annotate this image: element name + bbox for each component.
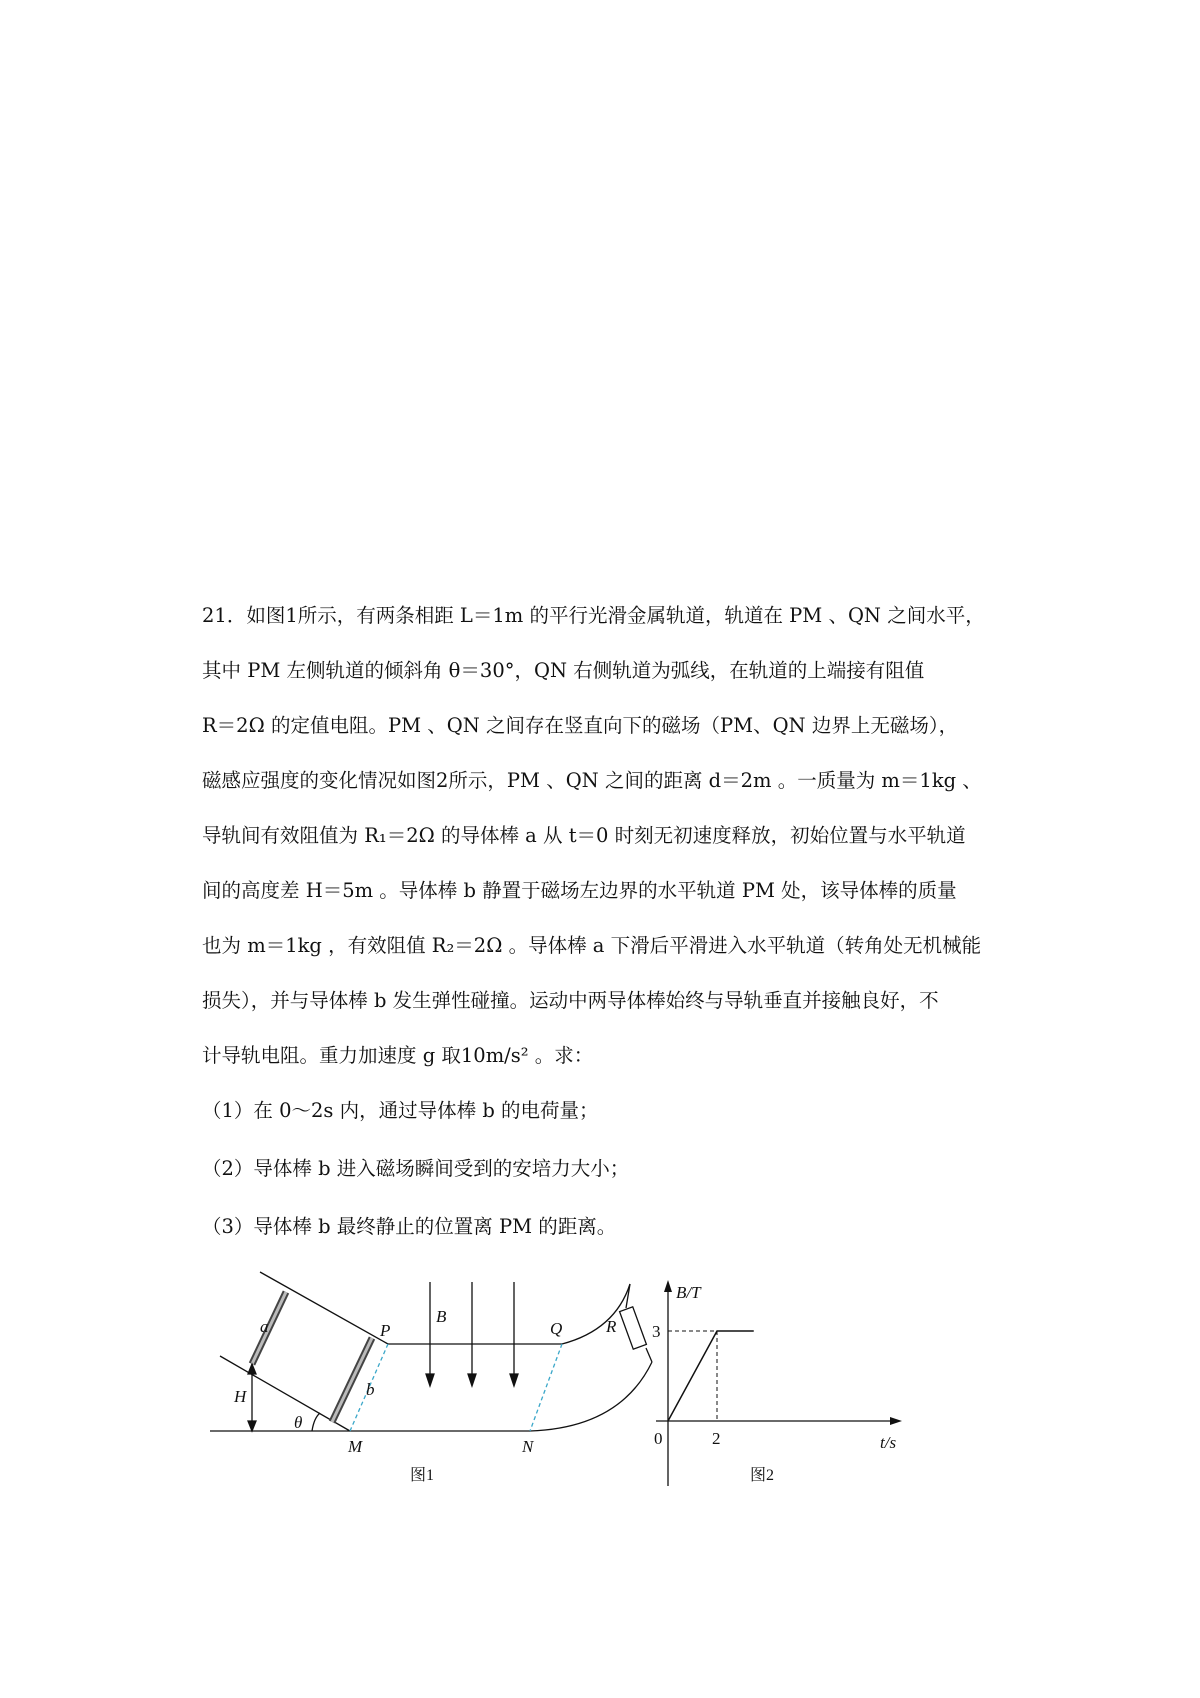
- origin-label: 0: [654, 1429, 663, 1448]
- resistor-r: [620, 1307, 647, 1349]
- x-tick-label: 2: [712, 1429, 721, 1448]
- field-arrow-head: [510, 1374, 518, 1386]
- problem-line: 其中 PM 左侧轨道的倾斜角 θ＝30°，QN 右侧轨道为弧线，在轨道的上端接有阻值: [202, 659, 925, 682]
- question-2: （2）导体棒 b 进入磁场瞬间受到的安培力大小；: [202, 1157, 630, 1180]
- field-arrow-head: [426, 1374, 434, 1386]
- resistor-lead: [626, 1284, 630, 1308]
- label-h: H: [234, 1387, 247, 1406]
- figure-1: [210, 1272, 652, 1431]
- problem-text: [202, 596, 1032, 1265]
- problem-line: 导轨间有效阻值为 R₁＝2Ω 的导体棒 a 从 t＝0 时刻无初速度释放，初始位置与水平轨道: [202, 824, 966, 847]
- label-n: N: [522, 1437, 534, 1456]
- problem-line: 21．如图1所示，有两条相距 L＝1m 的平行光滑金属轨道，轨道在 PM 、QN 之间水平，: [202, 604, 985, 627]
- angle-arc: [312, 1413, 320, 1431]
- y-axis-label: B/T: [676, 1283, 701, 1302]
- figure-2-caption: 图2: [750, 1467, 775, 1484]
- height-arrow-bottom: [248, 1421, 256, 1431]
- figure-1-caption: 图1: [410, 1467, 435, 1484]
- label-b: b: [366, 1380, 375, 1399]
- height-arrow-top: [248, 1364, 256, 1374]
- b-axis-arrow: [664, 1280, 672, 1292]
- label-q: Q: [550, 1319, 563, 1338]
- label-theta: θ: [294, 1413, 303, 1432]
- problem-line: 也为 m＝1kg ，有效阻值 R₂＝2Ω 。导体棒 a 下滑后平滑进入水平轨道（转角处无机械能: [202, 934, 982, 957]
- problem-line: 计导轨电阻。重力加速度 g 取10m/s² 。求：: [202, 1044, 594, 1067]
- figures: [200, 1268, 980, 1502]
- figure-2: [652, 1280, 902, 1486]
- x-axis-label: t/s: [880, 1433, 897, 1452]
- arc-rail-lower: [530, 1362, 652, 1431]
- figure-1-labels: [233, 1307, 617, 1484]
- question-1: （1）在 0～2s 内，通过导体棒 b 的电荷量；: [202, 1099, 599, 1122]
- label-field-b: B: [436, 1307, 447, 1326]
- y-tick-label: 3: [652, 1322, 661, 1341]
- resistor-lead: [646, 1348, 652, 1362]
- t-axis-arrow: [890, 1417, 902, 1425]
- problem-line: 损失），并与导体棒 b 发生弹性碰撞。运动中两导体棒始终与导轨垂直并接触良好，不: [202, 989, 939, 1012]
- problem-line: 磁感应强度的变化情况如图2所示，PM 、QN 之间的距离 d＝2m 。一质量为 m＝1kg 、: [202, 769, 982, 792]
- boundary-qn: [530, 1344, 562, 1431]
- label-a: a: [260, 1317, 269, 1336]
- problem-line: 间的高度差 H＝5m 。导体棒 b 静置于磁场左边界的水平轨道 PM 处，该导体棒的质量: [202, 879, 957, 902]
- label-p: P: [380, 1321, 391, 1340]
- label-m: M: [348, 1437, 363, 1456]
- label-r: R: [606, 1317, 617, 1336]
- problem-line: R＝2Ω 的定值电阻。PM 、QN 之间存在竖直向下的磁场（PM、QN 边界上无磁场），: [202, 714, 959, 737]
- field-arrow-head: [468, 1374, 476, 1386]
- b-t-line: [668, 1331, 754, 1421]
- question-3: （3）导体棒 b 最终静止的位置离 PM 的距离。: [202, 1215, 617, 1238]
- figure-svg: [200, 1268, 980, 1498]
- rod-a-highlight: [252, 1292, 286, 1364]
